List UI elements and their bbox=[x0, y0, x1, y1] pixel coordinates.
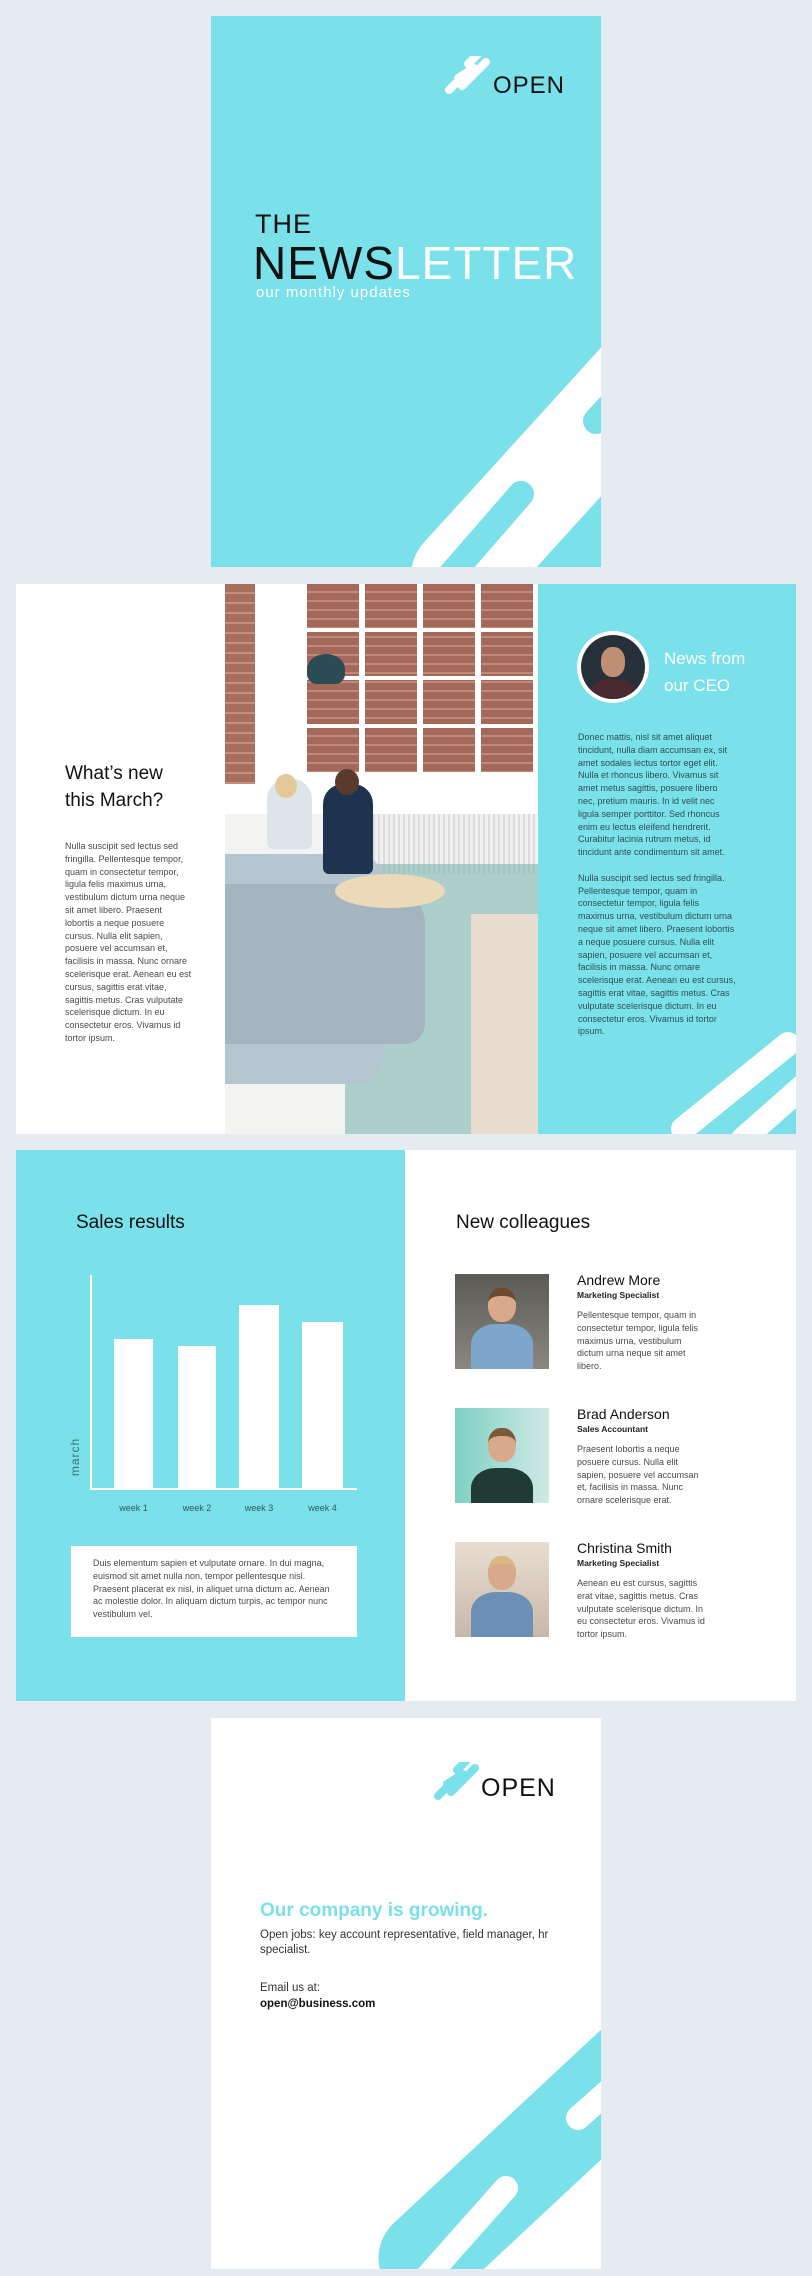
bar-4 bbox=[302, 1322, 343, 1489]
whats-new-heading bbox=[65, 760, 163, 814]
email-label: Email us at: bbox=[260, 1982, 321, 1994]
colleague-role: Sales Accountant bbox=[577, 1424, 649, 1434]
whats-new-body: Nulla suscipit sed lectus sed fringilla. Pellentesque tempor, quam in consectetur tempor, ligula felis maximus urna, vestibulum dictum urna neque sit amet libero. Praesent lobortis a neque posuere cursus. Nulla elit sapien, posuere vel accumsan et, facilisis in massa. Nunc ornare scelerisque erat. Aenean eu est cursus, sagittis erat vitae, sagittis metus. Cras vulputate scelerisque dictum. In eu consectetur eros. Vivamus id tortor ipsum. bbox=[65, 841, 192, 1043]
colleague-name: Christina Smith bbox=[577, 1540, 672, 1556]
colleagues-panel bbox=[405, 1150, 796, 1701]
colleague-card bbox=[455, 1542, 755, 1642]
colleague-photo bbox=[455, 1408, 549, 1503]
colleague-description: Praesent lobortis a neque posuere cursus. Nulla elit sapien, posuere vel accumsan et, facilisis in massa. Nunc ornare scelerisque erat. bbox=[577, 1444, 699, 1506]
colleague-role: Marketing Specialist bbox=[577, 1558, 660, 1568]
colleague-description: Aenean eu est cursus, sagittis erat vitae, sagittis metus. Cras vulputate scelerisque dictum. In eu consectetur eros. Vivamus id tortor ipsum. bbox=[577, 1578, 705, 1640]
decorative-stripe-icon bbox=[211, 1718, 601, 2269]
ceo-paragraph: Nulla suscipit sed lectus sed fringilla. Pellentesque tempor, quam in consectetur tempor, ligula felis maximus urna, vestibulum dictum urna neque sit amet libero. Praesent lobortis a neque posuere cursus. Nulla elit sapien, posuere vel accumsan et, facilisis in massa. Nunc ornare scelerisque erat. Aenean eu est cursus, sagittis erat vitae, sagittis metus. Cras vulputate scelerisque dictum. In eu consectetur eros. Vivamus id tortor ipsum. bbox=[578, 872, 736, 1037]
colleagues-heading: New colleagues bbox=[456, 1212, 591, 1233]
x-tick-label: week 2 bbox=[182, 1503, 212, 1513]
bar-3 bbox=[239, 1305, 279, 1489]
title-news: NEWS bbox=[253, 237, 395, 289]
heading-line: this March? bbox=[65, 790, 164, 811]
whats-new-panel bbox=[16, 584, 225, 1134]
x-tick-label: week 1 bbox=[119, 1503, 148, 1513]
x-tick-label: week 3 bbox=[244, 1503, 274, 1513]
office-photo bbox=[225, 584, 538, 1134]
growing-headline: Our company is growing. bbox=[260, 1900, 489, 1921]
decorative-stripe-icon bbox=[538, 584, 796, 1134]
bar-2 bbox=[178, 1346, 216, 1489]
cover-page bbox=[211, 16, 601, 567]
colleague-name: Brad Anderson bbox=[577, 1406, 670, 1422]
y-axis-label: march bbox=[68, 1437, 82, 1477]
x-tick-label: week 4 bbox=[308, 1503, 337, 1513]
colleague-role: Marketing Specialist bbox=[577, 1290, 660, 1300]
bar-1 bbox=[114, 1339, 153, 1489]
ceo-paragraph: Donec mattis, nisl sit amet aliquet tincidunt, nulla diam accumsan ex, sit amet sodales lectus tortor eget elit. Nulla et rhoncus libero. Vivamus sit amet metus sagittis, posuere libero nec, pretium mauris. In id velit nec ligula semper porttitor. Sed rhoncus enim eu lectus eleifend hendrerit. Curabitur lacinia rutrum metus, id tincidunt ante condimentum sit amet. bbox=[578, 732, 728, 858]
back-page bbox=[211, 1718, 601, 2269]
logo-text: OPEN bbox=[493, 72, 566, 99]
y-axis bbox=[90, 1275, 92, 1490]
colleague-description: Pellentesque tempor, quam in consectetur tempor, ligula felis maximus urna, vestibulum dictum urna neque sit amet libero. bbox=[577, 1310, 699, 1372]
logo-text: OPEN bbox=[481, 1774, 556, 1802]
colleague-card bbox=[455, 1274, 755, 1374]
title-letter: LETTER bbox=[395, 237, 578, 289]
sales-panel bbox=[16, 1150, 405, 1701]
sales-chart bbox=[16, 1150, 405, 1550]
decorative-stripe-icon bbox=[211, 16, 601, 567]
subtitle: our monthly updates bbox=[256, 284, 411, 301]
heading-line: News from bbox=[664, 649, 746, 668]
sales-heading: Sales results bbox=[76, 1212, 185, 1233]
colleague-photo bbox=[455, 1274, 549, 1369]
ceo-news-panel bbox=[538, 584, 796, 1134]
email-link[interactable]: open@business.com bbox=[260, 1998, 376, 2010]
sales-note-box bbox=[71, 1546, 357, 1637]
title-the: THE bbox=[255, 209, 312, 239]
open-jobs-text: Open jobs: key account representative, field manager, hr specialist. bbox=[260, 1929, 549, 1956]
colleague-name: Andrew More bbox=[577, 1272, 661, 1288]
colleague-photo bbox=[455, 1542, 549, 1637]
heading-line: What’s new bbox=[65, 763, 163, 784]
colleague-card bbox=[455, 1408, 755, 1508]
sales-note: Duis elementum sapien et vulputate ornare. In dui magna, euismod sit amet nulla non, tempor pellentesque nisl. Praesent placerat ex nisl, in aliquet urna dictum ac. Aenean ac molestie dolor. In aliquam dictum turpis, ac tempor nunc vestibulum vel. bbox=[93, 1558, 330, 1620]
heading-line: our CEO bbox=[664, 676, 731, 695]
